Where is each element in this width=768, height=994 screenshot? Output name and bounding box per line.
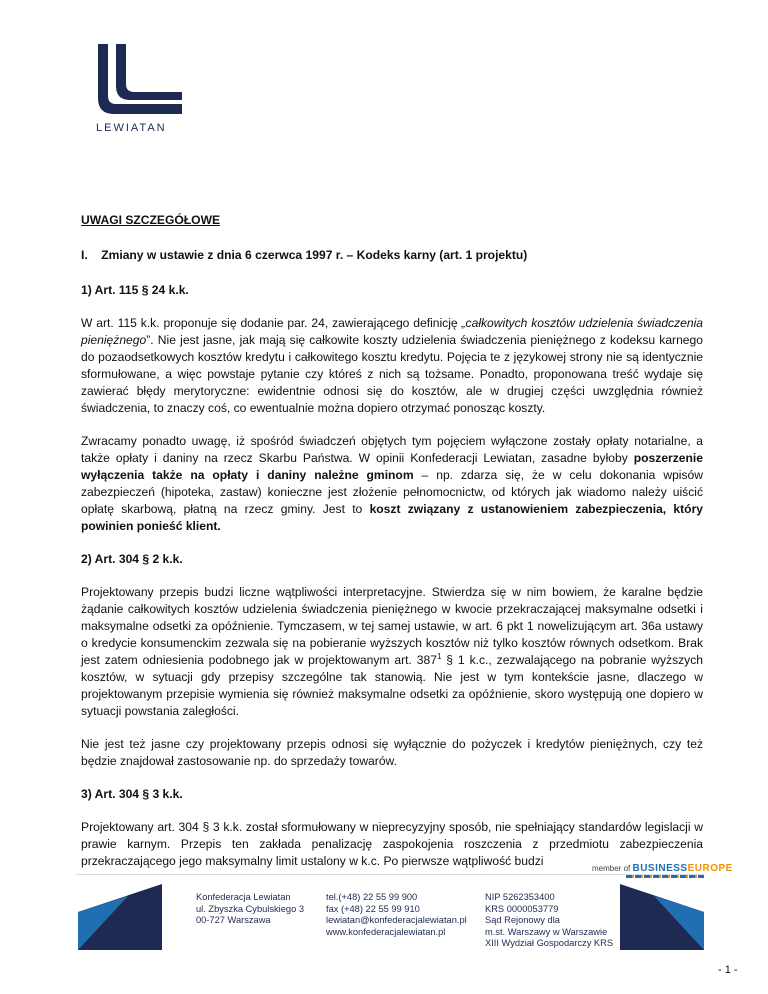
footer-address: Konfederacja Lewiatan ul. Zbyszka Cybulskiego 3 00-727 Warszawa [196,892,304,925]
footer-contact: tel.(+48) 22 55 99 900 fax (+48) 22 55 99 910 lewiatan@konfederacjalewiatan.pl www.konfederacjalewiatan.pl [326,892,467,937]
subsection-2-title: 2) Art. 304 § 2 k.k. [81,552,183,566]
subsection-2-paragraph-1: Projektowany przepis budzi liczne wątpliwości interpretacyjne. Stwierdza się w nim bowiem, że karalne będzie żądanie całkowitych kosztów udzielenia świadczenia pieniężnego w kwocie przekraczającej maksymalne odsetki i maksymalne odsetki za opóźnienie. Tymczasem, w tej samej ustawie, w art. 6 pkt 1 nowelizującym art. 36a ustawy o kredycie konsumenckim zezwala się na pobieranie wyższych kosztów niż tylko kosztów równych odsetkom. Brak jest zatem odniesienia podobnego jak w projektowanym art. $387^1$ § 1 k.c., zezwalającego na pobranie wyższych kosztów, w sytuacji gdy przepisy szczególne tak stanowią. Nie jest w tym kontekście jasne, dlaczego w projektowanym przepisie wymienia się również maksymalne odsetki za opóźnienie, skoro występują one dopiero w sytuacji powstania zaległości. [81,585,703,718]
footer-left-shape-icon [78,884,162,950]
subsection-1-paragraph-2: Zwracamy ponadto uwagę, iż spośród świadczeń objętych tym pojęciem wyłączone zostały opłaty notarialne, a także opłaty i daniny na rzecz Skarbu Państwa. W opinii Konfederacji Lewiatan, zasadne byłoby poszerzenie wyłączenia także na opłaty i daniny należne gminom – np. zdarza się, że w celu dokonania wpisów zabezpieczeń (hipoteka, zastaw) konieczne jest złożenie pełnomocnictw, od których jak wiadomo należy uiścić opłatę skarbową, płatną na rzecz gminy. Jest to koszt związany z ustanowieniem zabezpieczenia, który powinien ponieść klient. [81,434,704,533]
subsection-3-title: 3) Art. 304 § 3 k.k. [81,787,183,801]
businesseurope-flag-bar [626,875,704,878]
section-title-text: Zmiany w ustawie z dnia 6 czerwca 1997 r. – Kodeks karny (art. 1 projektu) [101,248,528,262]
subsection-2-paragraph-2: Nie jest też jasne czy projektowany przepis odnosi się wyłącznie do pożyczek i kredytów pieniężnych, czy też będzie znajdował zastosowanie np. do sprzedaży towarów. [81,737,703,768]
document-body [81,212,703,870]
footer-divider [76,874,704,875]
page-heading: UWAGI SZCZEGÓŁOWE [81,213,221,227]
subsection-1-paragraph-1: W art. 115 k.k. proponuje się dodanie par. 24, zawierającego definicję „całkowitych kosztów udzielenia świadczenia pieniężnego”. Nie jest jasne, jak mają się całkowite koszty udzielenia świadczenia pieniężnego z kodeksu karnego do pozaodsetkowych kosztów kredytu i całkowitego kosztu kredytu. Pojęcia te z językowej strony nie są identycznie sformułowane, a więc powstaje pytanie czy któreś z nich są tożsame. Ponadto, proponowana treść wydaje się zawierać błędy merytoryczne: ewidentnie odnosi się do kosztów, ale w drugiej części uwzględnia również świadczenia, to znaczy coś, co ewentualnie można dopiero otrzymać ponosząc koszty. [81,316,704,415]
businesseurope-badge: member of BUSINESSEUROPE [592,863,733,874]
subsection-1-title: 1) Art. 115 § 24 k.k. [81,283,189,297]
logo-wordmark: LEWIATAN [96,122,167,134]
page-number: - 1 - [718,964,738,976]
subsection-3-paragraph-1: Projektowany art. 304 § 3 k.k. został sformułowany w nieprecyzyjny sposób, nie spełniający standardów legislacji w prawie karnym. Przepis ten zakłada penalizację zaspokojenia roszczenia z przedmiotu zabezpieczenia przekraczającego jego maksymalny limit ustalony w k.c. Po pierwsze wątpliwość budzi [81,820,703,868]
footer-registry: NIP 5262353400 KRS 0000053779 Sąd Rejonowy dla m.st. Warszawy w Warszawie XIII Wydział Gospodarczy KRS [485,892,614,948]
section-number: I. [81,248,88,262]
footer-right-shape-icon [620,884,704,950]
lewiatan-logo-icon [96,44,182,114]
section-title [81,247,703,264]
